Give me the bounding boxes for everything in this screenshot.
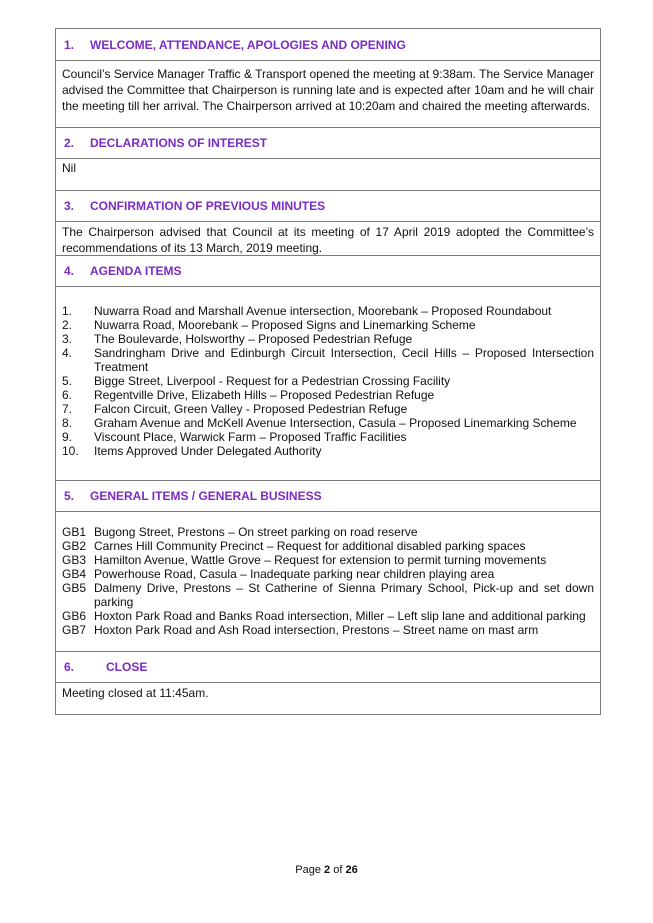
section-text: Nil: [62, 161, 76, 175]
section-text: The Chairperson advised that Council at its meeting of 17 April 2019 adopted the Committee’s recommendations of its 13 March, 2019 meeting.: [62, 225, 594, 255]
item-text: Falcon Circuit, Green Valley - Proposed Pedestrian Refuge: [94, 402, 408, 416]
section-number: 3.: [64, 199, 75, 213]
item-number: 6.: [62, 388, 73, 402]
item-text: Nuwarra Road, Moorebank – Proposed Signs and Linemarking Scheme: [94, 318, 476, 332]
list-item: [62, 388, 594, 402]
item-number: GB4: [62, 567, 87, 581]
item-number: 8.: [62, 416, 73, 430]
item-number: 9.: [62, 430, 73, 444]
item-text: Graham Avenue and McKell Avenue Intersection, Casula – Proposed Linemarking Scheme: [94, 416, 577, 430]
section-title: AGENDA ITEMS: [90, 264, 182, 278]
minutes-table: [55, 28, 601, 715]
item-text: Items Approved Under Delegated Authority: [94, 444, 322, 458]
list-item: [62, 402, 594, 416]
section-body-close: [56, 682, 600, 714]
section-title: WELCOME, ATTENDANCE, APOLOGIES AND OPENING: [90, 37, 406, 52]
item-number: GB2: [62, 539, 87, 553]
list-item: [62, 444, 594, 458]
list-item: [62, 332, 594, 346]
section-number: 4.: [64, 264, 75, 278]
general-business-list: [62, 525, 594, 637]
item-text: Regentville Drive, Elizabeth Hills – Proposed Pedestrian Refuge: [94, 388, 435, 402]
section-heading-previous-minutes: [56, 190, 600, 221]
section-body-previous-minutes: [56, 221, 600, 255]
list-item: [62, 581, 594, 609]
section-heading-general-business: [56, 480, 600, 511]
section-title: DECLARATIONS OF INTEREST: [90, 136, 268, 150]
list-item: [62, 374, 594, 388]
section-number: 2.: [64, 136, 75, 150]
item-text: Hoxton Park Road and Banks Road intersection, Miller – Left slip lane and additional parking: [94, 609, 586, 623]
item-text: Viscount Place, Warwick Farm – Proposed Traffic Facilities: [94, 430, 407, 444]
section-title: CLOSE: [106, 660, 148, 674]
of-label: of: [333, 864, 343, 876]
agenda-list: [62, 304, 594, 458]
section-number: 6.: [64, 660, 75, 674]
section-heading-close: [56, 651, 600, 682]
item-number: 10.: [62, 444, 79, 458]
list-item: [62, 539, 594, 553]
item-text: Carnes Hill Community Precinct – Request for additional disabled parking spaces: [94, 539, 526, 553]
item-number: 1.: [62, 304, 73, 318]
item-text: Nuwarra Road and Marshall Avenue intersection, Moorebank – Proposed Roundabout: [94, 304, 552, 318]
item-text: Hoxton Park Road and Ash Road intersection, Prestons – Street name on mast arm: [94, 623, 539, 637]
page-footer: [0, 864, 653, 876]
section-body-agenda-items: [56, 286, 600, 480]
page-total: 26: [345, 864, 358, 876]
item-number: GB6: [62, 609, 87, 623]
section-number: 5.: [64, 489, 75, 503]
list-item: [62, 525, 594, 539]
item-number: 5.: [62, 374, 73, 388]
list-item: [62, 430, 594, 444]
item-number: GB5: [62, 581, 87, 595]
list-item: [62, 567, 594, 581]
list-item: [62, 318, 594, 332]
item-text: Powerhouse Road, Casula – Inadequate parking near children playing area: [94, 567, 495, 581]
section-heading-welcome: [56, 29, 600, 60]
section-text: Meeting closed at 11:45am.: [62, 686, 209, 700]
item-text: Bugong Street, Prestons – On street parking on road reserve: [94, 525, 418, 539]
list-item: [62, 609, 594, 623]
list-item: [62, 304, 594, 318]
list-item: [62, 553, 594, 567]
item-text: Dalmeny Drive, Prestons – St Catherine of Sienna Primary School, Pick-up and set down parking: [94, 581, 594, 609]
section-body-general-business: [56, 511, 600, 651]
item-text: The Boulevarde, Holsworthy – Proposed Pedestrian Refuge: [94, 332, 413, 346]
section-heading-agenda-items: [56, 255, 600, 286]
item-number: 3.: [62, 332, 73, 346]
section-body-welcome: [56, 60, 600, 127]
section-body-declarations: [56, 158, 600, 190]
list-item: [62, 623, 594, 637]
section-text: Council’s Service Manager Traffic & Transport opened the meeting at 9:38am. The Service Manager advised the Committee that Chairperson is running late and is expected after 10am and he will chair the meeting till her arrival. The Chairperson arrived at 10:20am and chaired the meeting afterwards.: [62, 67, 594, 113]
item-number: GB3: [62, 553, 87, 567]
item-text: Sandringham Drive and Edinburgh Circuit Intersection, Cecil Hills – Proposed Intersection Treatment: [94, 346, 594, 374]
item-number: GB1: [62, 525, 87, 539]
section-number: 1.: [64, 37, 75, 52]
section-title: CONFIRMATION OF PREVIOUS MINUTES: [90, 199, 326, 213]
list-item: [62, 346, 594, 374]
section-title: GENERAL ITEMS / GENERAL BUSINESS: [90, 489, 322, 503]
list-item: [62, 416, 594, 430]
section-heading-declarations: [56, 127, 600, 158]
item-number: 7.: [62, 402, 73, 416]
page-label: Page: [295, 864, 321, 876]
item-number: 4.: [62, 346, 73, 360]
item-text: Bigge Street, Liverpool - Request for a Pedestrian Crossing Facility: [94, 374, 451, 388]
item-number: GB7: [62, 623, 87, 637]
item-text: Hamilton Avenue, Wattle Grove – Request for extension to permit turning movements: [94, 553, 547, 567]
page-number: 2: [324, 864, 331, 876]
item-number: 2.: [62, 318, 73, 332]
